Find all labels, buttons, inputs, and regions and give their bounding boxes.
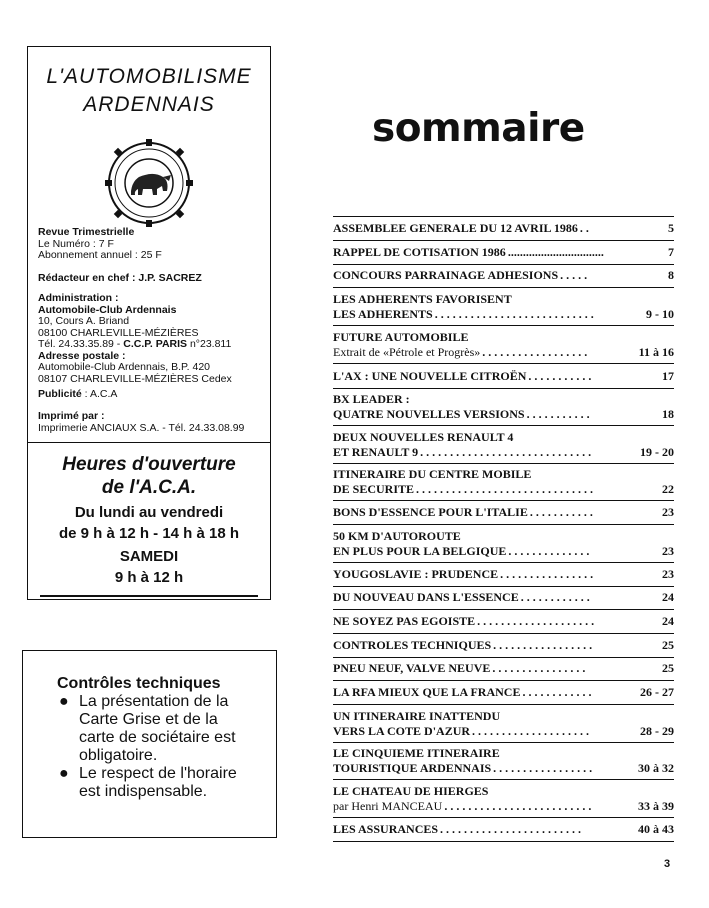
toc-page-ref: 30 à 32 bbox=[638, 760, 674, 775]
toc-leader-dots: . . . . . . . . . . . . . . . . . . . . bbox=[477, 614, 595, 628]
hours-title-1: Heures d'ouverture bbox=[62, 454, 236, 475]
toc-page-ref: 9 - 10 bbox=[646, 306, 674, 321]
toc-entry-title: LES ADHERENTS FAVORISENT bbox=[333, 292, 512, 306]
toc-leader-dots: . . . . . . . . . . . . . . . . . . . . bbox=[472, 723, 590, 738]
toc-entry bbox=[333, 567, 674, 582]
masthead-title-line1: L'AUTOMOBILISME bbox=[46, 65, 252, 88]
hours-saturday-times: 9 h à 12 h bbox=[114, 569, 184, 586]
toc-entry-subtitle: par Henri MANCEAU bbox=[333, 798, 443, 813]
toc-page-ref: 7 bbox=[668, 245, 674, 259]
masthead-title-line2: ARDENNAIS bbox=[83, 93, 215, 116]
annual-subscription: Abonnement annuel : 25 F bbox=[38, 249, 162, 261]
toc-page-ref: 33 à 39 bbox=[638, 798, 674, 813]
toc-page-ref: 8 bbox=[668, 268, 674, 282]
toc-leader-dots: . . . . . . . . . . . bbox=[528, 369, 592, 383]
toc-entry-title: CONTROLES TECHNIQUES bbox=[333, 638, 492, 652]
toc-entry bbox=[333, 529, 674, 558]
toc-entry bbox=[333, 369, 674, 384]
toc-rule bbox=[333, 680, 674, 681]
advertising: Publicité : A.C.A bbox=[38, 388, 118, 400]
toc-entry bbox=[333, 661, 674, 676]
toc-leader-dots: . . . . . bbox=[560, 268, 588, 282]
page-number: 3 bbox=[664, 858, 671, 870]
toc-entry bbox=[333, 292, 674, 321]
editor-in-chief: Rédacteur en chef : J.P. SACREZ bbox=[38, 272, 202, 284]
bullet-icon: ● bbox=[59, 693, 69, 710]
printer-label: Imprimé par : bbox=[38, 410, 105, 422]
toc-entry-title: FUTURE AUTOMOBILE bbox=[333, 330, 469, 344]
toc-rule bbox=[333, 841, 674, 842]
hours-days: Du lundi au vendredi bbox=[74, 504, 224, 521]
toc-entry bbox=[333, 467, 674, 496]
revue-frequency: Revue Trimestrielle bbox=[38, 226, 135, 238]
toc-entry-title: DU NOUVEAU DANS L'ESSENCE bbox=[333, 590, 519, 604]
toc-rule bbox=[333, 562, 674, 563]
toc-page-ref: 23 bbox=[662, 543, 674, 558]
toc-leader-dots: . . . . . . . . . . . . . . . . . bbox=[493, 638, 593, 652]
toc-top-rule bbox=[333, 216, 674, 217]
toc-rule bbox=[333, 633, 674, 634]
toc-entry-subtitle: EN PLUS POUR LA BELGIQUE bbox=[333, 543, 507, 558]
toc-rule bbox=[333, 463, 674, 464]
issue-price: Le Numéro : 7 F bbox=[38, 237, 114, 250]
toc-entry-subtitle: LES ADHERENTS bbox=[333, 306, 433, 321]
toc-entry bbox=[333, 430, 674, 459]
toc-entry-subtitle: DE SECURITE bbox=[333, 481, 415, 496]
toc-leader-dots: ................................ bbox=[507, 245, 604, 259]
toc-rule bbox=[333, 500, 674, 501]
toc-page-ref: 19 - 20 bbox=[640, 444, 674, 459]
toc-entry-title: CONCOURS PARRAINAGE ADHESIONS bbox=[333, 268, 559, 282]
toc-leader-dots: . . . . . . . . . . . . . . . . . . . . . . . . bbox=[440, 822, 582, 836]
toc-entry-title: PNEU NEUF, VALVE NEUVE bbox=[333, 661, 491, 675]
toc-rule bbox=[333, 657, 674, 658]
toc-page-ref: 24 bbox=[662, 590, 674, 604]
toc-leader-dots: . . . . . . . . . . . . . . . . . bbox=[493, 760, 593, 775]
toc-entry-subtitle: Extrait de «Pétrole et Progrès» bbox=[333, 344, 481, 359]
toc-rule bbox=[333, 817, 674, 818]
toc-leader-dots: . . . . . . . . . . . . . . bbox=[508, 543, 590, 558]
toc-rule bbox=[333, 325, 674, 326]
toc-leader-dots: . . . . . . . . . . . . bbox=[520, 590, 590, 604]
toc-entry-title: 50 KM D'AUTOROUTE bbox=[333, 529, 461, 543]
toc-entry-title: ITINERAIRE DU CENTRE MOBILE bbox=[333, 467, 532, 481]
toc-entry-title: BONS D'ESSENCE POUR L'ITALIE bbox=[333, 505, 528, 519]
masthead-box bbox=[27, 46, 271, 600]
toc-entry bbox=[333, 221, 674, 236]
toc-leader-dots: . . . . . . . . . . . . . . . . . . . . . . . . . . . . . . bbox=[416, 481, 594, 496]
toc-entry-title: DEUX NOUVELLES RENAULT 4 bbox=[333, 430, 514, 444]
toc-entry bbox=[333, 590, 674, 605]
toc-entry-title: L'AX : UNE NOUVELLE CITROËN bbox=[333, 369, 527, 383]
toc-entry-title: YOUGOSLAVIE : PRUDENCE bbox=[333, 567, 499, 581]
hours-weekday: de 9 h à 12 h - 14 h à 18 h bbox=[58, 525, 240, 542]
toc-entry-title: ASSEMBLEE GENERALE DU 12 AVRIL 1986 bbox=[333, 221, 578, 235]
toc-page-ref: 28 - 29 bbox=[640, 723, 674, 738]
toc-entry bbox=[333, 638, 674, 653]
controles-item: ● La présentation de la Carte Grise et de la carte de sociétaire est obligatoire. bbox=[59, 693, 236, 764]
admin-label: Administration : bbox=[38, 292, 119, 304]
toc-rule bbox=[333, 388, 674, 389]
toc-entry bbox=[333, 746, 674, 775]
toc-rule bbox=[333, 240, 674, 241]
toc-entry-subtitle: QUATRE NOUVELLES VERSIONS bbox=[333, 406, 525, 421]
toc-rule bbox=[333, 524, 674, 525]
toc-entry-title: LE CHATEAU DE HIERGES bbox=[333, 784, 489, 798]
toc-page-ref: 18 bbox=[662, 406, 674, 421]
postal-line1: Automobile-Club Ardennais, B.P. 420 bbox=[38, 361, 210, 373]
toc-entry bbox=[333, 784, 674, 813]
toc-rule bbox=[333, 609, 674, 610]
toc-page-ref: 24 bbox=[662, 614, 674, 628]
club-emblem-logo bbox=[105, 139, 193, 227]
toc-entry-subtitle: ET RENAULT 9 bbox=[333, 444, 419, 459]
toc-entry-title: RAPPEL DE COTISATION 1986 bbox=[333, 245, 506, 259]
toc-page-ref: 25 bbox=[662, 638, 674, 652]
toc-entry-title: BX LEADER : bbox=[333, 392, 410, 406]
toc-entry-subtitle: VERS LA COTE D'AZUR bbox=[333, 723, 471, 738]
toc-leader-dots: . . . . . . . . . . . . . . . . . . . . . . . . . . . . . bbox=[420, 444, 592, 459]
hours-title-2: de l'A.C.A. bbox=[101, 477, 197, 498]
toc-leader-dots: . . . . . . . . . . . . . . . . bbox=[500, 567, 594, 581]
toc-page-ref: 23 bbox=[662, 567, 674, 581]
toc-entry-title: LA RFA MIEUX QUE LA FRANCE bbox=[333, 685, 521, 699]
controles-box bbox=[22, 650, 277, 838]
toc-leader-dots: . . . . . . . . . . . bbox=[526, 406, 590, 421]
controles-item: ● Le respect de l'horaire est indispensable. bbox=[59, 765, 237, 800]
toc-rule bbox=[333, 287, 674, 288]
toc-rule bbox=[333, 742, 674, 743]
printer-value: Imprimerie ANCIAUX S.A. - Tél. 24.33.08.99 bbox=[38, 421, 245, 434]
toc-entry-title: LES ASSURANCES bbox=[333, 822, 439, 836]
toc-entry-title: LE CINQUIEME ITINERAIRE bbox=[333, 746, 500, 760]
toc-entry bbox=[333, 822, 674, 837]
toc-page-ref: 25 bbox=[662, 661, 674, 675]
toc-page-ref: 22 bbox=[662, 481, 674, 496]
toc-page-ref: 40 à 43 bbox=[638, 822, 674, 836]
toc-entry bbox=[333, 268, 674, 283]
toc-entry-title: UN ITINERAIRE INATTENDU bbox=[333, 709, 501, 723]
toc-entry-title: NE SOYEZ PAS EGOISTE bbox=[333, 614, 476, 628]
toc-entry bbox=[333, 685, 674, 700]
toc-entry bbox=[333, 505, 674, 520]
toc-rule bbox=[333, 264, 674, 265]
postal-label: Adresse postale : bbox=[38, 349, 126, 362]
bullet-icon: ● bbox=[59, 765, 69, 782]
divider bbox=[28, 442, 270, 443]
toc-page-ref: 23 bbox=[662, 505, 674, 519]
toc-leader-dots: . . . . . . . . . . . bbox=[529, 505, 593, 519]
toc-rule bbox=[333, 363, 674, 364]
toc-rule bbox=[333, 425, 674, 426]
admin-name: Automobile-Club Ardennais bbox=[38, 303, 177, 316]
sommaire-heading: sommaire bbox=[372, 106, 585, 151]
admin-street: 10, Cours A. Briand bbox=[38, 315, 130, 327]
toc-leader-dots: . . . . . . . . . . . . . . . . bbox=[492, 661, 586, 675]
toc-entry-subtitle: TOURISTIQUE ARDENNAIS bbox=[333, 760, 492, 775]
toc-leader-dots: . . . . . . . . . . . . . . . . . . bbox=[482, 344, 588, 359]
toc-rule bbox=[333, 779, 674, 780]
admin-phone-ccp: Tél. 24.33.35.89 - C.C.P. PARIS n°23.811 bbox=[38, 338, 232, 350]
toc-page-ref: 5 bbox=[668, 221, 674, 235]
toc-page-ref: 17 bbox=[662, 369, 674, 383]
toc-entry bbox=[333, 392, 674, 421]
toc-rule bbox=[333, 704, 674, 705]
toc-entry bbox=[333, 330, 674, 359]
toc-page-ref: 11 à 16 bbox=[638, 344, 674, 359]
toc-leader-dots: . . . . . . . . . . . . bbox=[522, 685, 592, 699]
toc-rule bbox=[333, 586, 674, 587]
divider-bottom bbox=[40, 595, 258, 597]
toc-leader-dots: . . . . . . . . . . . . . . . . . . . . . . . . . . . bbox=[434, 306, 594, 321]
toc-entry bbox=[333, 614, 674, 629]
admin-city: 08100 CHARLEVILLE-MÉZIÈRES bbox=[38, 326, 199, 339]
toc-page-ref: 26 - 27 bbox=[640, 685, 674, 699]
postal-line2: 08107 CHARLEVILLE-MÉZIÈRES Cedex bbox=[38, 372, 232, 385]
toc-leader-dots: . . . . . . . . . . . . . . . . . . . . . . . . . bbox=[444, 798, 592, 813]
hours-saturday: SAMEDI bbox=[119, 548, 179, 565]
controles-title: Contrôles techniques bbox=[57, 675, 221, 692]
toc-entry bbox=[333, 245, 674, 260]
toc-leader-dots: . . bbox=[579, 221, 589, 235]
toc-entry bbox=[333, 709, 674, 738]
